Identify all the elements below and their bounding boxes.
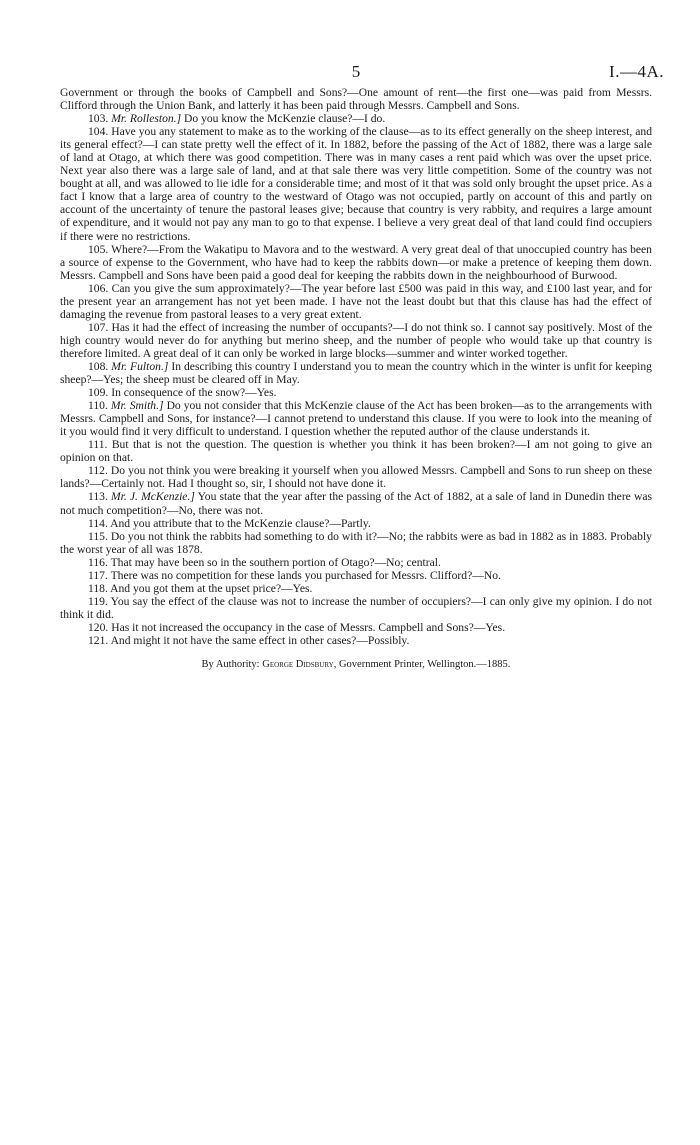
speaker-label: Mr. Smith.] — [110, 399, 164, 413]
question-118: 118. And you got them at the upset price?—Yes. — [88, 581, 313, 595]
question-108: 108. Mr. Fulton.] In describing this country I understand you to mean the country which in the winter is unfit for keeping sheep?—Yes; the sheep must be cleared off in May. — [60, 359, 652, 387]
imprint-prefix: By Authority: — [201, 659, 260, 671]
question-112: 112. Do you not think you were breaking it yourself when you allowed Messrs. Campbell and Sons to run sheep on these lands?—Certainly not. Had I thought so, sir, I should not have done it. — [60, 464, 652, 491]
question-107: 107. Has it had the effect of increasing the number of occupants?—I do not think so. I cannot say positively. Most of the high country would never do for anything but merino sheep, and the number of people who would take up that country is therefore limited. A great deal of it can only be worked in large blocks—summer and winter worked together. — [60, 320, 652, 360]
question-121: 121. And might it not have the same effect in other cases?—Possibly. — [88, 633, 410, 647]
question-114: 114. And you attribute that to the McKenzie clause?—Partly. — [88, 516, 371, 530]
question-104: 104. Have you any statement to make as to the working of the clause—as to its effect generally on the sheep interest, and its general effect?—I can state pretty well the effect of it. In 1882, before the passing of the Act of 1882, there was a large sale of land at Otago, at which there was good competition. There was in many cases a rent paid which was over the upset price. Next year also there was a large sale of land, and at that sale there was very little competition. Some of the country was not bought at all, and was allowed to lie idle for a considerable time; and most of it that was sold only brought the upset price. As a fact I know that a large area of country to the westward of Otago was not occupied, partly on account of this and partly on account of the uncertainty of tenure the pastoral leases give; because that country is very rabbity, and requires a large amount of expenditure, and it would not pay any man to go to that expense. I believe a very great deal of that land could find occupiers if there were no restrictions. — [60, 125, 652, 243]
imprint-suffix: , Government Printer, Wellington.—1885. — [333, 659, 511, 671]
question-116: 116. That may have been so in the southern portion of Otago?—No; central. — [88, 555, 441, 569]
question-110: 110. Mr. Smith.] Do you not consider that this McKenzie clause of the Act has been broken—as to the arrangements with Messrs. Campbell and Sons, for instance?—I cannot pretend to understand this clause. If you were to look into the meaning of it you would find it very difficult to understand. I question whether the reputed author of the clause understands it. — [60, 399, 652, 439]
question-113: 113. Mr. J. McKenzie.] You state that the year after the passing of the Act of 1882, at a sale of land in Dunedin there was not much competition?—No, there was not. — [60, 490, 652, 517]
question-119: 119. You say the effect of the clause was not to increase the number of occupiers?—I can only give my opinion. I do not think it did. — [60, 594, 652, 621]
question-105: 105. Where?—From the Wakatipu to Mavora and to the westward. A very great deal of that unoccupied country has been a source of expense to the Government, who have had to keep the rabbits down—or make a pretence of keeping them down. Messrs. Campbell and Sons have been paid a good deal for keeping the rabbits down in the neighbourhood of Burwood. — [60, 242, 652, 282]
speaker-label: Mr. Rolleston.] — [111, 112, 182, 126]
question-120: 120. Has it not increased the occupancy in the case of Messrs. Campbell and Sons?—Yes. — [88, 620, 506, 634]
speaker-label: Mr. J. McKenzie.] — [111, 490, 195, 504]
page-number: 5 — [351, 62, 361, 81]
question-117: 117. There was no competition for these lands you purchased for Messrs. Clifford?—No. — [88, 568, 501, 582]
printer-imprint — [60, 659, 652, 670]
page-header — [60, 62, 664, 86]
question-115: 115. Do you not think the rabbits had something to do with it?—No; the rabbits were as bad in 1882 as in 1883. Probably the worst year of all was 1878. — [60, 529, 652, 556]
question-103: 103. Mr. Rolleston.] Do you know the McKenzie clause?—I do. — [88, 112, 386, 126]
document-reference: I.—4A. — [609, 62, 664, 81]
question-111: 111. But that is not the question. The question is whether you think it has been broken?—I am not going to give an opinion on that. — [60, 438, 652, 465]
paragraph-continued: Government or through the books of Campbell and Sons?—One amount of rent—the first one—was paid from Messrs. Clifford through the Union Bank, and latterly it has been paid through Messrs. Campbell and Sons. — [60, 86, 652, 113]
question-106: 106. Can you give the sum approximately?—The year before last £500 was paid in this way, and £100 last year, and for the present year an arrangement has not yet been made. I have not the least doubt but that this clause has had the effect of damaging the revenue from pastoral leases to a very great extent. — [60, 281, 652, 321]
testimony-body — [60, 86, 652, 647]
printer-name: George Didsbury — [262, 659, 334, 671]
speaker-label: Mr. Fulton.] — [111, 359, 169, 373]
question-109: 109. In consequence of the snow?—Yes. — [88, 386, 277, 400]
document-page — [60, 62, 664, 671]
